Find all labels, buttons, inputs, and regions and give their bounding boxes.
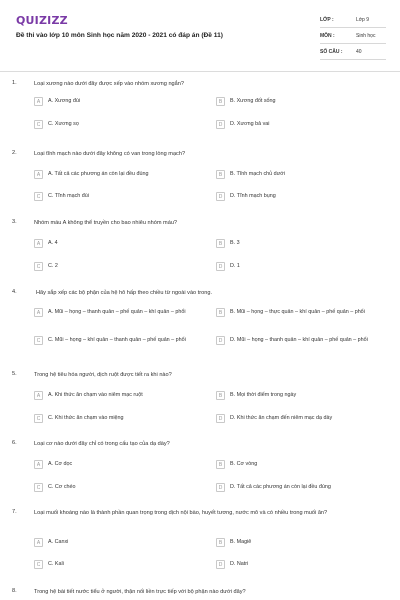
option-b[interactable] <box>216 460 386 469</box>
option-text: B. 3 <box>230 240 240 246</box>
question-text: Loại muối khoáng nào là thành phần quan trọng trong dịch nội bào, huyết tương, nước mô và có nhiều trong muối ăn? <box>34 510 328 516</box>
meta-label: MÔN : <box>320 32 335 39</box>
option-letter-box: A <box>34 170 43 179</box>
option-letter-box: C <box>34 262 43 271</box>
option-d[interactable] <box>216 120 386 129</box>
option-text: D. Khi thức ăn chạm đến niêm mạc dạ dày <box>230 415 333 421</box>
option-text: D. Natri <box>230 561 249 567</box>
option-c[interactable] <box>34 192 204 201</box>
question-text: Trong hệ bài tiết nước tiểu ở người, thận nối liền trực tiếp với bộ phận nào dưới đây? <box>34 589 246 595</box>
option-letter-box: B <box>216 391 225 400</box>
option-letter-box: A <box>34 538 43 547</box>
option-text: D. Xương bả vai <box>230 121 270 127</box>
option-b[interactable] <box>216 308 386 317</box>
option-letter-box: D <box>216 483 225 492</box>
option-text: A. Mũi – họng – thanh quản – phế quản – khí quản – phổi <box>48 309 186 315</box>
worksheet-header <box>0 0 400 68</box>
question-number: 6. <box>12 440 17 446</box>
meta-value: 40 <box>356 48 362 55</box>
meta-value: Sinh học <box>356 32 376 39</box>
option-text: C. 2 <box>48 263 58 269</box>
option-letter-box: D <box>216 414 225 423</box>
meta-row-subject <box>320 28 386 44</box>
option-text: C. Kali <box>48 561 64 567</box>
option-b[interactable] <box>216 391 386 400</box>
option-c[interactable] <box>34 336 204 345</box>
option-letter-box: A <box>34 97 43 106</box>
option-letter-box: B <box>216 239 225 248</box>
question-text: Loại tĩnh mạch nào dưới đây không có van trong lòng mạch? <box>34 151 186 157</box>
option-c[interactable] <box>34 120 204 129</box>
meta-table <box>320 12 386 60</box>
option-d[interactable] <box>216 336 386 345</box>
option-b[interactable] <box>216 170 386 179</box>
option-letter-box: B <box>216 170 225 179</box>
meta-row-question-count <box>320 44 386 60</box>
option-letter-box: C <box>34 336 43 345</box>
option-text: D. Tĩnh mạch bụng <box>230 193 276 199</box>
option-letter-box: C <box>34 192 43 201</box>
option-a[interactable] <box>34 170 204 179</box>
option-a[interactable] <box>34 308 204 317</box>
question-number: 3. <box>12 219 17 225</box>
header-divider <box>0 71 400 72</box>
option-letter-box: B <box>216 308 225 317</box>
option-c[interactable] <box>34 560 204 569</box>
option-letter-box: A <box>34 391 43 400</box>
option-a[interactable] <box>34 97 204 106</box>
option-text: C. Tĩnh mạch đùi <box>48 193 89 199</box>
option-text: B. Xương đốt sống <box>230 98 276 104</box>
option-letter-box: A <box>34 460 43 469</box>
option-text: D. Tất cả các phương án còn lại đều đúng <box>230 484 331 490</box>
question-number: 5. <box>12 371 17 377</box>
option-a[interactable] <box>34 239 204 248</box>
option-letter-box: D <box>216 262 225 271</box>
option-text: C. Mũi – họng – khí quản – thanh quản – phế quản – phổi <box>48 337 186 343</box>
option-text: A. Khi thức ăn chạm vào niêm mạc ruột <box>48 392 143 398</box>
meta-row-class <box>320 12 386 28</box>
option-letter-box: D <box>216 192 225 201</box>
option-letter-box: D <box>216 120 225 129</box>
option-text: B. Cơ vòng <box>230 461 258 467</box>
option-text: A. Tất cả các phương án còn lại đều đúng <box>48 171 149 177</box>
option-text: B. Mũi – họng – thực quản – khí quản – phế quản – phổi <box>230 309 365 315</box>
option-letter-box: A <box>34 308 43 317</box>
question-text: Hãy sắp xếp các bộ phận của hệ hô hấp theo chiều từ ngoài vào trong. <box>36 290 213 296</box>
option-d[interactable] <box>216 414 386 423</box>
option-b[interactable] <box>216 97 386 106</box>
question-text: Nhóm máu A không thể truyền cho bao nhiêu nhóm máu? <box>34 220 178 226</box>
question-text: Loại xương nào dưới đây được xếp vào nhóm xương ngắn? <box>34 81 185 87</box>
option-letter-box: C <box>34 483 43 492</box>
meta-value: Lớp 9 <box>356 16 370 23</box>
option-d[interactable] <box>216 192 386 201</box>
question-number: 1. <box>12 80 17 86</box>
option-letter-box: C <box>34 414 43 423</box>
option-letter-box: C <box>34 120 43 129</box>
option-b[interactable] <box>216 239 386 248</box>
question-text: Trong hệ tiêu hóa người, dịch ruột được tiết ra khi nào? <box>34 372 172 378</box>
question-number: 7. <box>12 509 17 515</box>
option-text: A. Canxi <box>48 539 69 545</box>
option-text: C. Xương sọ <box>48 121 79 127</box>
option-letter-box: B <box>216 460 225 469</box>
quizizz-logo: QUIZIZZ <box>16 14 68 27</box>
question-number: 4. <box>12 289 17 295</box>
option-letter-box: C <box>34 560 43 569</box>
option-text: B. Magiê <box>230 539 252 545</box>
option-text: D. Mũi – họng – thanh quản – khí quản – phế quản – phổi <box>230 337 368 343</box>
option-b[interactable] <box>216 538 386 547</box>
option-letter-box: D <box>216 336 225 345</box>
option-a[interactable] <box>34 391 204 400</box>
option-a[interactable] <box>34 538 204 547</box>
option-d[interactable] <box>216 560 386 569</box>
option-text: B. Tĩnh mạch chủ dưới <box>230 171 285 177</box>
option-d[interactable] <box>216 483 386 492</box>
option-text: C. Khi thức ăn chạm vào miệng <box>48 415 124 421</box>
option-letter-box: B <box>216 97 225 106</box>
option-d[interactable] <box>216 262 386 271</box>
option-text: A. Cơ dọc <box>48 461 73 467</box>
meta-label: LỚP : <box>320 16 334 23</box>
option-c[interactable] <box>34 483 204 492</box>
option-c[interactable] <box>34 262 204 271</box>
option-letter-box: D <box>216 560 225 569</box>
option-a[interactable] <box>34 460 204 469</box>
question-number: 8. <box>12 588 17 594</box>
option-letter-box: A <box>34 239 43 248</box>
option-text: C. Cơ chéo <box>48 484 76 490</box>
option-text: D. 1 <box>230 263 240 269</box>
meta-label: SỐ CÂU : <box>320 48 343 55</box>
option-text: A. 4 <box>48 240 58 246</box>
document-title: Đề thi vào lớp 10 môn Sinh học năm 2020 - 2021 có đáp án (Đề 11) <box>16 32 223 39</box>
question-text: Loại cơ nào dưới đây chỉ có trong cấu tạo của dạ dày? <box>34 441 170 447</box>
option-letter-box: B <box>216 538 225 547</box>
option-text: B. Mọi thời điểm trong ngày <box>230 392 297 398</box>
question-number: 2. <box>12 150 17 156</box>
option-text: A. Xương đùi <box>48 98 81 104</box>
option-c[interactable] <box>34 414 204 423</box>
